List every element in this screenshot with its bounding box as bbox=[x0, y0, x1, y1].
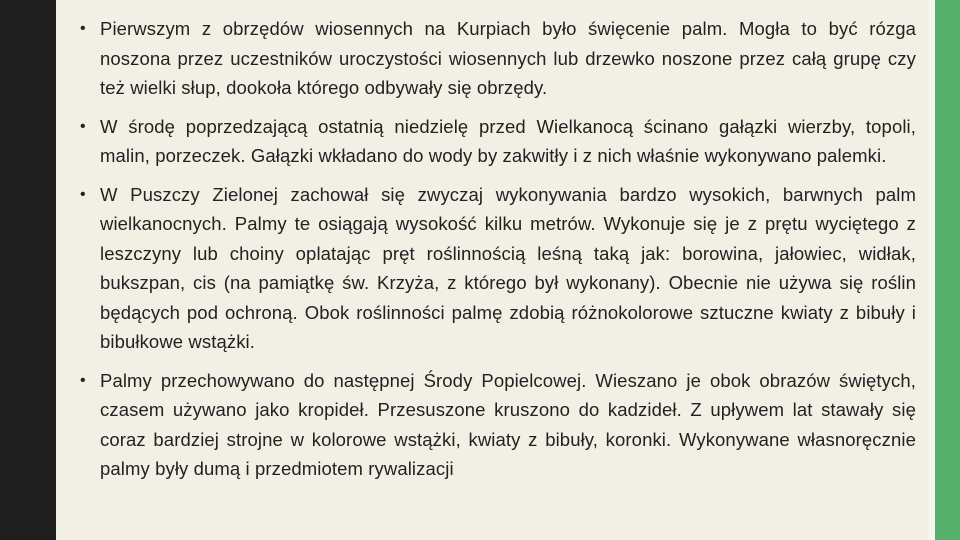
bullet-paragraph-1 bbox=[78, 14, 916, 103]
bullet-paragraph-2 bbox=[78, 112, 916, 171]
right-accent-strip bbox=[935, 0, 960, 540]
paragraph-text: W Puszczy Zielonej zachował się zwyczaj wykonywania bardzo wysokich, barwnych palm wielkanocnych. Palmy te osiągają wysokość kilku metrów. Wykonuje się je z prętu wyciętego z leszczyny lub choiny oplatając pręt roślinnością leśną taką jak: borowina, jałowiec, widłak, bukszpan, cis (na pamiątkę św. Krzyża, z którego był wykonany). Obecnie nie używa się roślin będących pod ochroną. Obok roślinności palmę zdobią różnokolorowe sztuczne kwiaty z bibuły i bibułkowe wstążki. bbox=[100, 183, 916, 352]
bullet-paragraph-3 bbox=[78, 180, 916, 357]
bullet-icon: • bbox=[80, 20, 86, 37]
bullet-paragraph-4 bbox=[78, 366, 916, 484]
bullet-icon: • bbox=[80, 117, 86, 135]
slide-content bbox=[78, 14, 916, 493]
left-dark-band bbox=[0, 0, 56, 540]
right-light-gap bbox=[928, 0, 935, 540]
bullet-icon: • bbox=[80, 371, 86, 389]
paragraph-text: W środę poprzedzającą ostatnią niedzielę przed Wielkanocą ścinano gałązki wierzby, topoli, malin, porzeczek. Gałązki wkładano do wody by zakwitły i z nich właśnie wykonywano palemki. bbox=[100, 115, 916, 166]
paragraph-text: Pierwszym z obrzędów wiosennych na Kurpiach było święcenie palm. Mogła to być rózga noszona przez uczestników uroczystości wiosennych lub drzewko noszone przez całą grupę czy też wielki słup, dookoła którego odbywały się obrzędy. bbox=[100, 18, 916, 98]
paragraph-text: Palmy przechowywano do następnej Środy Popielcowej. Wieszano je obok obrazów świętych, czasem używano jako kropideł. Przesuszone kruszono do kadzideł. Z upływem lat stawały się coraz bardziej strojne w kolorowe wstążki, kwiaty z bibuły, koronki. Wykonywane własnoręcznie palmy były dumą i przedmiotem rywalizacji bbox=[100, 369, 916, 479]
bullet-icon: • bbox=[80, 185, 86, 203]
